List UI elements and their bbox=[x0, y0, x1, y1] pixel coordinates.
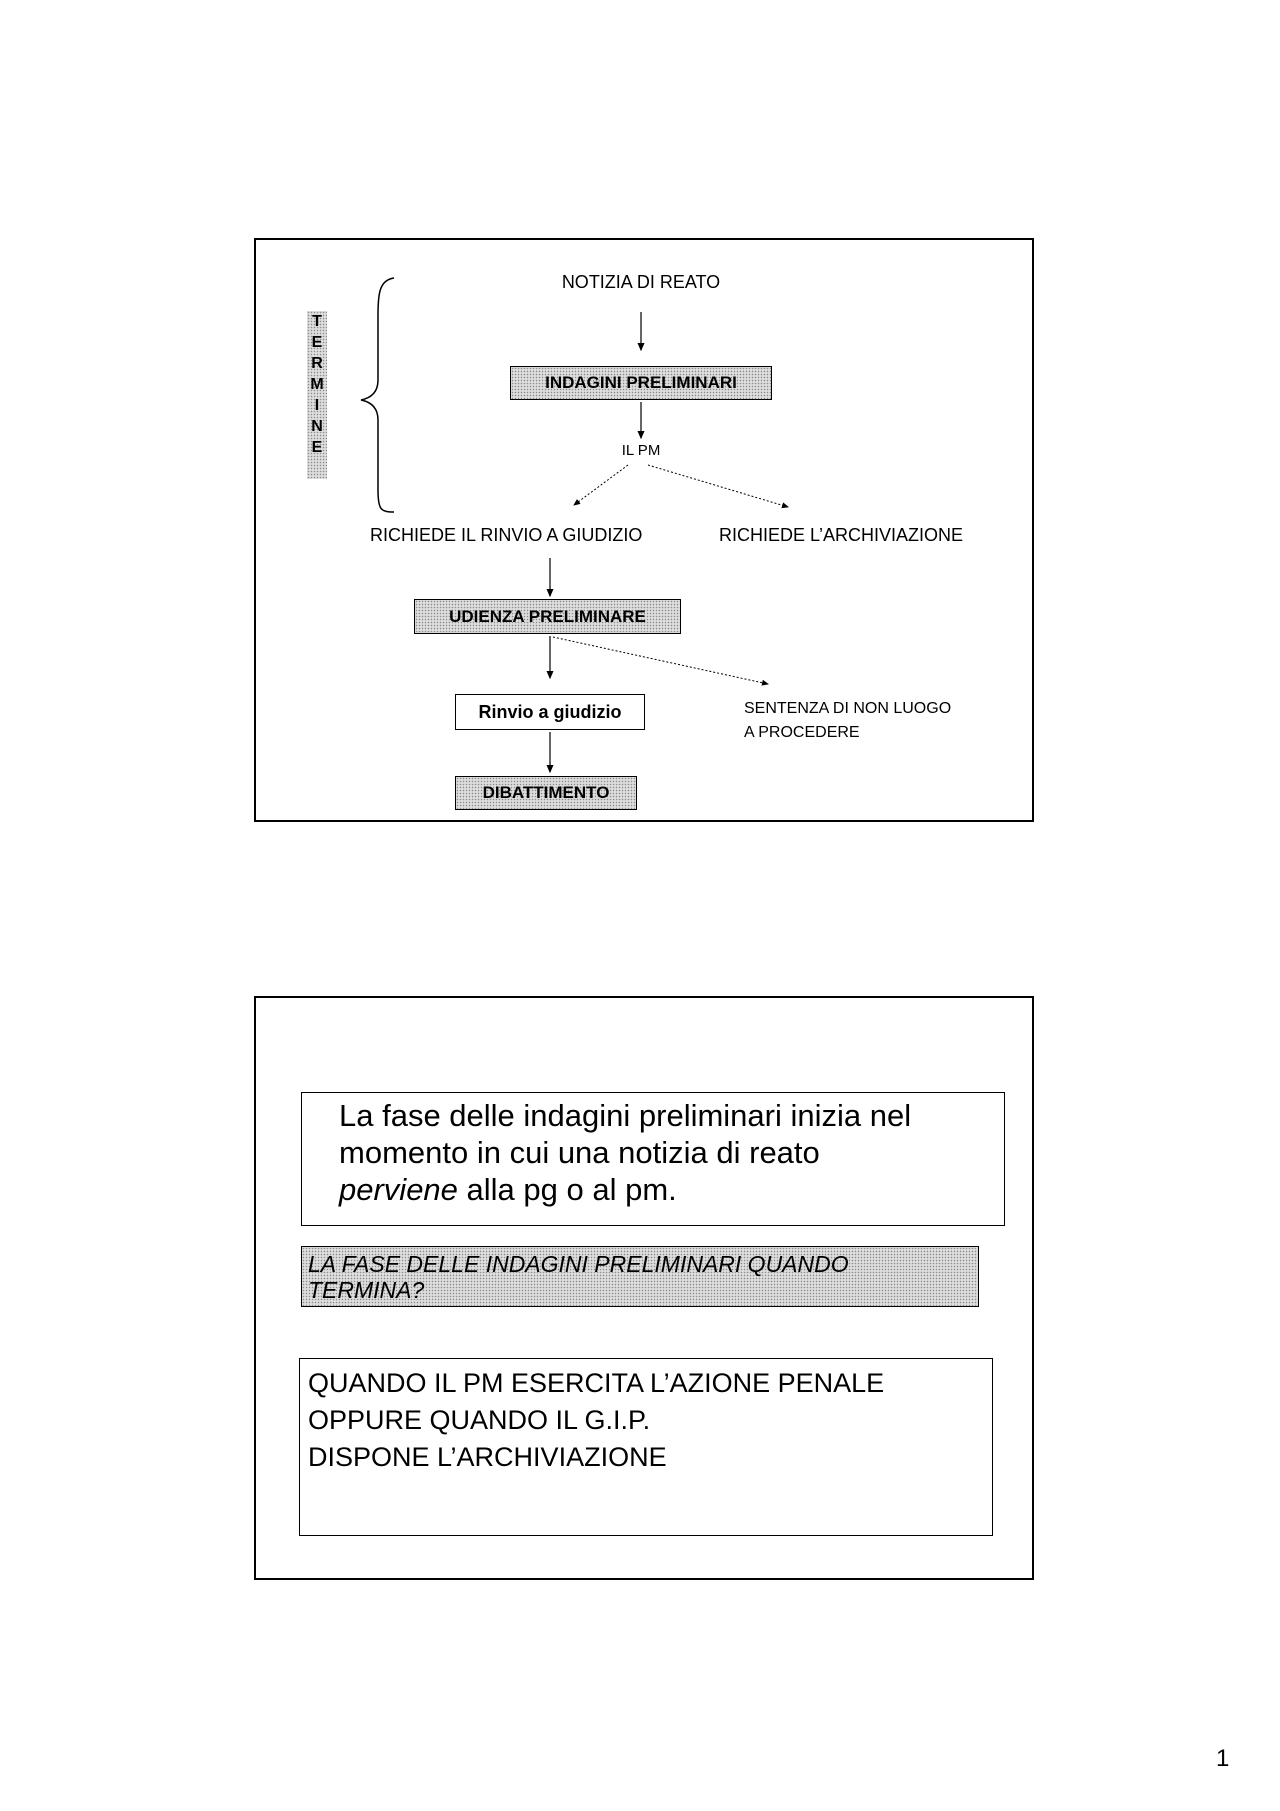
answer-line-3: DISPONE L’ARCHIVIAZIONE bbox=[308, 1442, 667, 1472]
udienza-preliminare-box: UDIENZA PRELIMINARE bbox=[414, 599, 681, 634]
indagini-preliminari-box: INDAGINI PRELIMINARI bbox=[510, 366, 772, 400]
answer-box bbox=[299, 1358, 993, 1536]
curly-brace bbox=[361, 278, 394, 512]
richiede-rinvio-label: RICHIEDE IL RINVIO A GIUDIZIO bbox=[370, 525, 643, 545]
termine-letter: N bbox=[311, 418, 323, 435]
arrow-udienza-sentenza bbox=[553, 637, 768, 684]
answer-line-1: QUANDO IL PM ESERCITA L’AZIONE PENALE bbox=[308, 1368, 885, 1398]
intro-line-3 bbox=[339, 1171, 1004, 1208]
termine-letter: E bbox=[311, 439, 323, 456]
question-line-1: LA FASE DELLE INDAGINI PRELIMINARI QUANDO bbox=[308, 1251, 849, 1277]
intro-paragraph-box bbox=[301, 1092, 1005, 1226]
rinvio-a-giudizio-box: Rinvio a giudizio bbox=[455, 694, 645, 730]
arrow-pm-rinvio bbox=[574, 465, 628, 505]
il-pm-label: IL PM bbox=[621, 442, 661, 459]
termine-letter: T bbox=[312, 313, 322, 330]
termine-letter: R bbox=[311, 355, 323, 372]
notizia-di-reato: NOTIZIA DI REATO bbox=[561, 272, 721, 292]
perviene-italic: perviene bbox=[339, 1172, 458, 1207]
dibattimento-box: DIBATTIMENTO bbox=[455, 776, 637, 810]
question-box bbox=[301, 1246, 979, 1307]
termine-letter: E bbox=[311, 334, 323, 351]
richiede-archiviazione-label: RICHIEDE L’ARCHIVIAZIONE bbox=[719, 525, 964, 545]
sentenza-label-line2: A PROCEDERE bbox=[744, 724, 860, 741]
intro-line-3-rest: alla pg o al pm. bbox=[457, 1172, 677, 1207]
question-line-2: TERMINA? bbox=[308, 1277, 425, 1303]
termine-letter: I bbox=[314, 397, 320, 414]
slide-2 bbox=[254, 996, 1034, 1580]
sentenza-label-line1: SENTENZA DI NON LUOGO bbox=[744, 700, 952, 717]
answer-line-2: OPPURE QUANDO IL G.I.P. bbox=[308, 1405, 651, 1435]
intro-line-1: La fase delle indagini preliminari inizia nel bbox=[339, 1098, 912, 1133]
page-number: 1 bbox=[1216, 1745, 1230, 1772]
intro-line-2: momento in cui una notizia di reato bbox=[339, 1135, 820, 1170]
termine-letter: M bbox=[310, 376, 324, 393]
arrow-pm-archiviazione bbox=[648, 465, 788, 507]
slide-1 bbox=[254, 238, 1034, 822]
